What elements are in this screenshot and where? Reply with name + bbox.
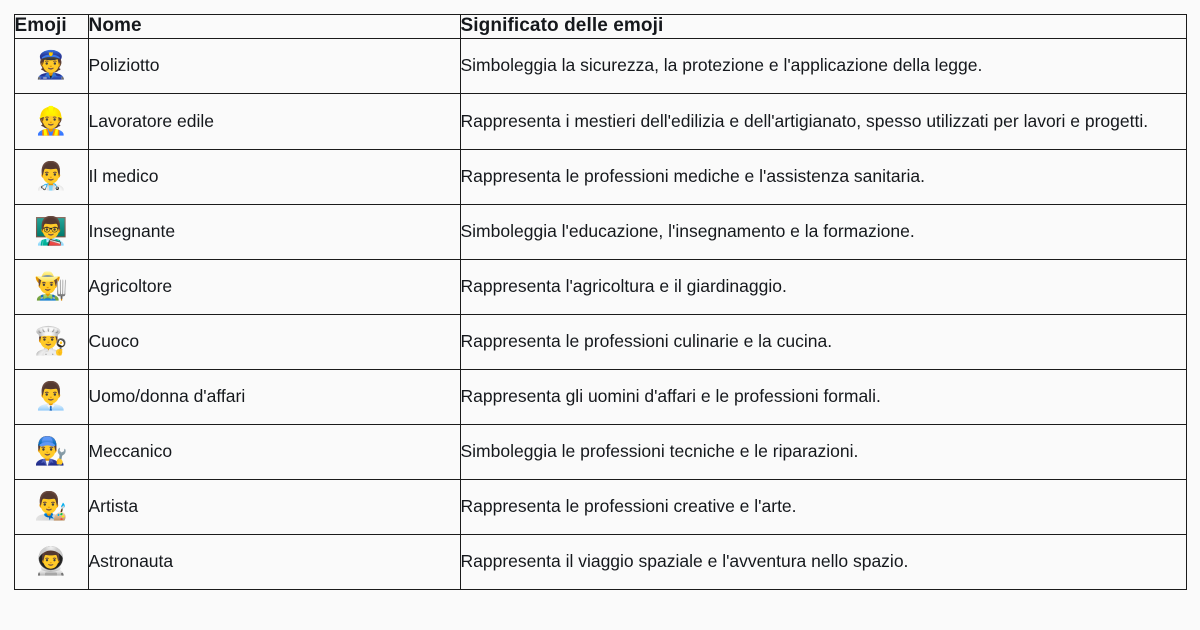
row-meaning: Rappresenta l'agricoltura e il giardinaggio. (460, 259, 1186, 314)
row-meaning: Simboleggia l'educazione, l'insegnamento e la formazione. (460, 204, 1186, 259)
table-row (14, 534, 1186, 589)
row-name: Agricoltore (88, 259, 460, 314)
table-body (14, 38, 1186, 589)
artist-emoji: 👨‍🎨 (14, 479, 88, 534)
cook-emoji: 👨‍🍳 (14, 314, 88, 369)
teacher-emoji: 👨‍🏫 (14, 204, 88, 259)
row-name: Lavoratore edile (88, 93, 460, 149)
row-name: Artista (88, 479, 460, 534)
table-header (14, 15, 1186, 39)
column-header-significato: Significato delle emoji (460, 15, 1186, 39)
table-row (14, 314, 1186, 369)
table-row (14, 38, 1186, 93)
construction-worker-emoji: 👷 (14, 93, 88, 149)
table-row (14, 369, 1186, 424)
row-meaning: Rappresenta il viaggio spaziale e l'avventura nello spazio. (460, 534, 1186, 589)
astronaut-emoji: 👨‍🚀 (14, 534, 88, 589)
row-meaning: Simboleggia la sicurezza, la protezione e l'applicazione della legge. (460, 38, 1186, 93)
health-worker-emoji: 👨‍⚕️ (14, 149, 88, 204)
police-officer-emoji: 👮 (14, 38, 88, 93)
row-meaning: Rappresenta gli uomini d'affari e le professioni formali. (460, 369, 1186, 424)
row-name: Poliziotto (88, 38, 460, 93)
row-name: Meccanico (88, 424, 460, 479)
table-row (14, 149, 1186, 204)
row-name: Astronauta (88, 534, 460, 589)
row-name: Uomo/donna d'affari (88, 369, 460, 424)
row-meaning: Rappresenta i mestieri dell'edilizia e dell'artigianato, spesso utilizzati per lavori e progetti. (460, 93, 1186, 149)
table-row (14, 93, 1186, 149)
table-row (14, 479, 1186, 534)
row-meaning: Rappresenta le professioni culinarie e la cucina. (460, 314, 1186, 369)
row-meaning: Simboleggia le professioni tecniche e le riparazioni. (460, 424, 1186, 479)
row-meaning: Rappresenta le professioni mediche e l'assistenza sanitaria. (460, 149, 1186, 204)
emoji-professions-table (14, 14, 1187, 590)
table-header-row (14, 15, 1186, 39)
table-row (14, 204, 1186, 259)
column-header-nome: Nome (88, 15, 460, 39)
table-row (14, 424, 1186, 479)
table-row (14, 259, 1186, 314)
row-name: Insegnante (88, 204, 460, 259)
row-name: Cuoco (88, 314, 460, 369)
row-meaning: Rappresenta le professioni creative e l'arte. (460, 479, 1186, 534)
office-worker-emoji: 👨‍💼 (14, 369, 88, 424)
farmer-emoji: 👨‍🌾 (14, 259, 88, 314)
row-name: Il medico (88, 149, 460, 204)
column-header-emoji: Emoji (14, 15, 88, 39)
mechanic-emoji: 👨‍🔧 (14, 424, 88, 479)
